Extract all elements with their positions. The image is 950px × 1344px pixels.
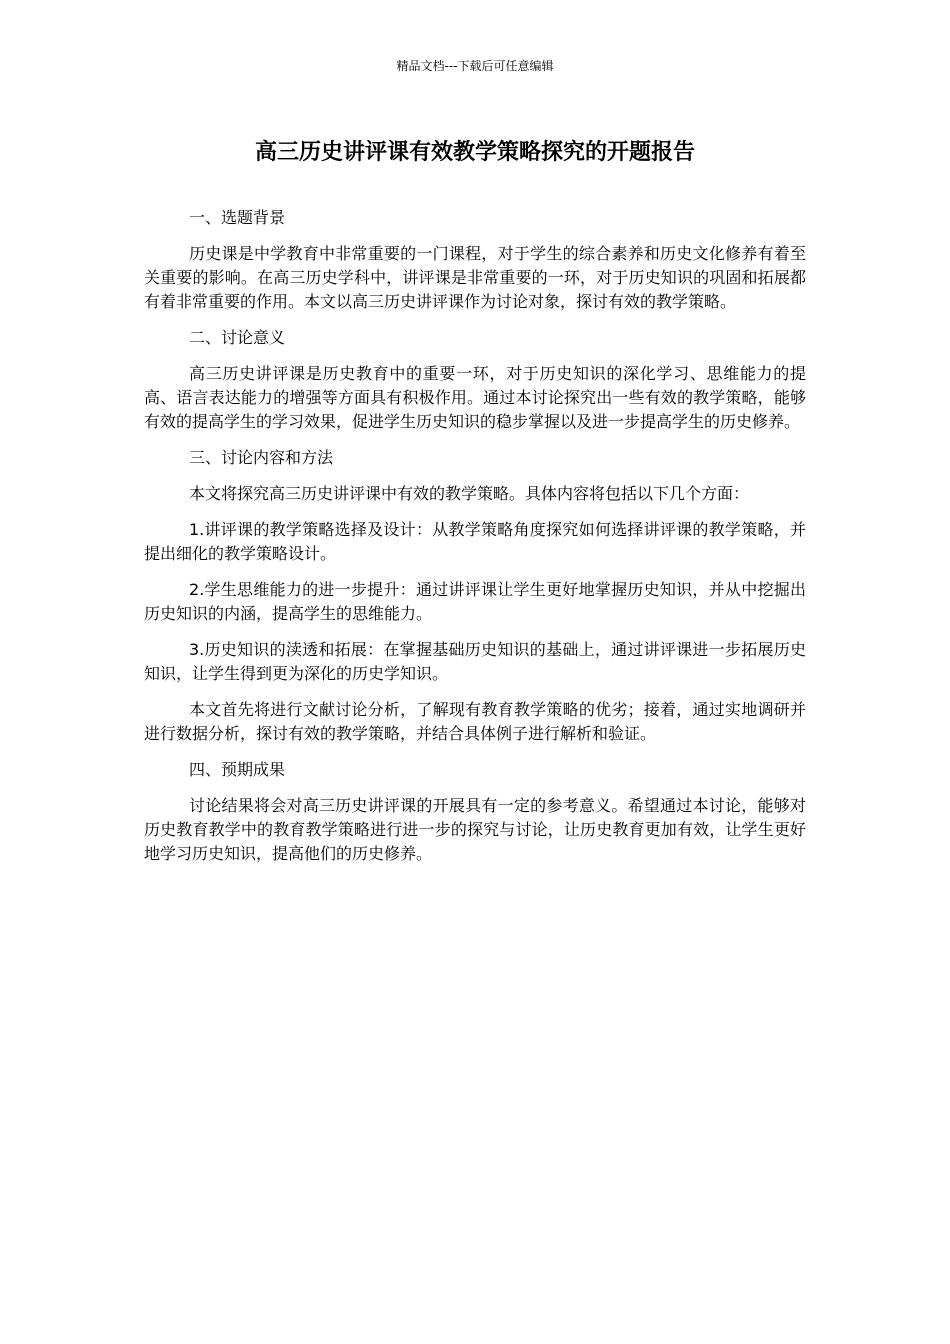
list-item: 3.历史知识的渎透和拓展：在掌握基础历史知识的基础上，通过讲评课进一步拓展历史知识，让学生得到更为深化的历史学知识。 (144, 640, 806, 683)
paragraph: 高三历史讲评课是历史教育中的重要一环，对于历史知识的深化学习、思维能力的提高、语言表达能力的增强等方面具有积极作用。通过本讨论探究出一些有效的教学策略，能够有效的提高学生的学习效果，促进学生历史知识的稳步掌握以及进一步提高学生的历史修养。 (144, 364, 806, 431)
header-note: 精品文档---下载后可任意编辑 (396, 59, 554, 73)
section-heading-significance: 二、讨论意义 (189, 328, 286, 347)
paragraph: 历史课是中学教育中非常重要的一门课程，对于学生的综合素养和历史文化修养有着至关重要的影响。在高三历史学科中，讲评课是非常重要的一环，对于历史知识的巩固和拓展都有着非常重要的作用。本文以高三历史讲评课作为讨论对象，探讨有效的教学策略。 (144, 244, 806, 311)
section-heading-expected-results: 四、预期成果 (189, 760, 286, 779)
document-body (144, 206, 806, 878)
section-heading-background: 一、选题背景 (189, 208, 286, 227)
paragraph: 讨论结果将会对高三历史讲评课的开展具有一定的参考意义。希望通过本讨论，能够对历史教育教学中的教育教学策略进行进一步的探究与讨论，让历史教育更加有效，让学生更好地学习历史知识，提高他们的历史修养。 (144, 796, 806, 863)
document-title: 高三历史讲评课有效教学策略探究的开题报告 (254, 140, 695, 165)
paragraph: 本文首先将进行文献讨论分析，了解现有教育教学策略的优劣；接着，通过实地调研并进行数据分析，探讨有效的教学策略，并结合具体例子进行解析和验证。 (144, 700, 806, 743)
list-item: 1.讲评课的教学策略选择及设计：从教学策略角度探究如何选择讲评课的教学策略，并提出细化的教学策略设计。 (144, 520, 806, 563)
list-item: 2.学生思维能力的进一步提升：通过讲评课让学生更好地掌握历史知识，并从中挖掘出历史知识的内涵，提高学生的思维能力。 (144, 580, 806, 623)
section-heading-content-methods: 三、讨论内容和方法 (189, 448, 334, 467)
paragraph: 本文将探究高三历史讲评课中有效的教学策略。具体内容将包括以下几个方面： (189, 484, 750, 503)
